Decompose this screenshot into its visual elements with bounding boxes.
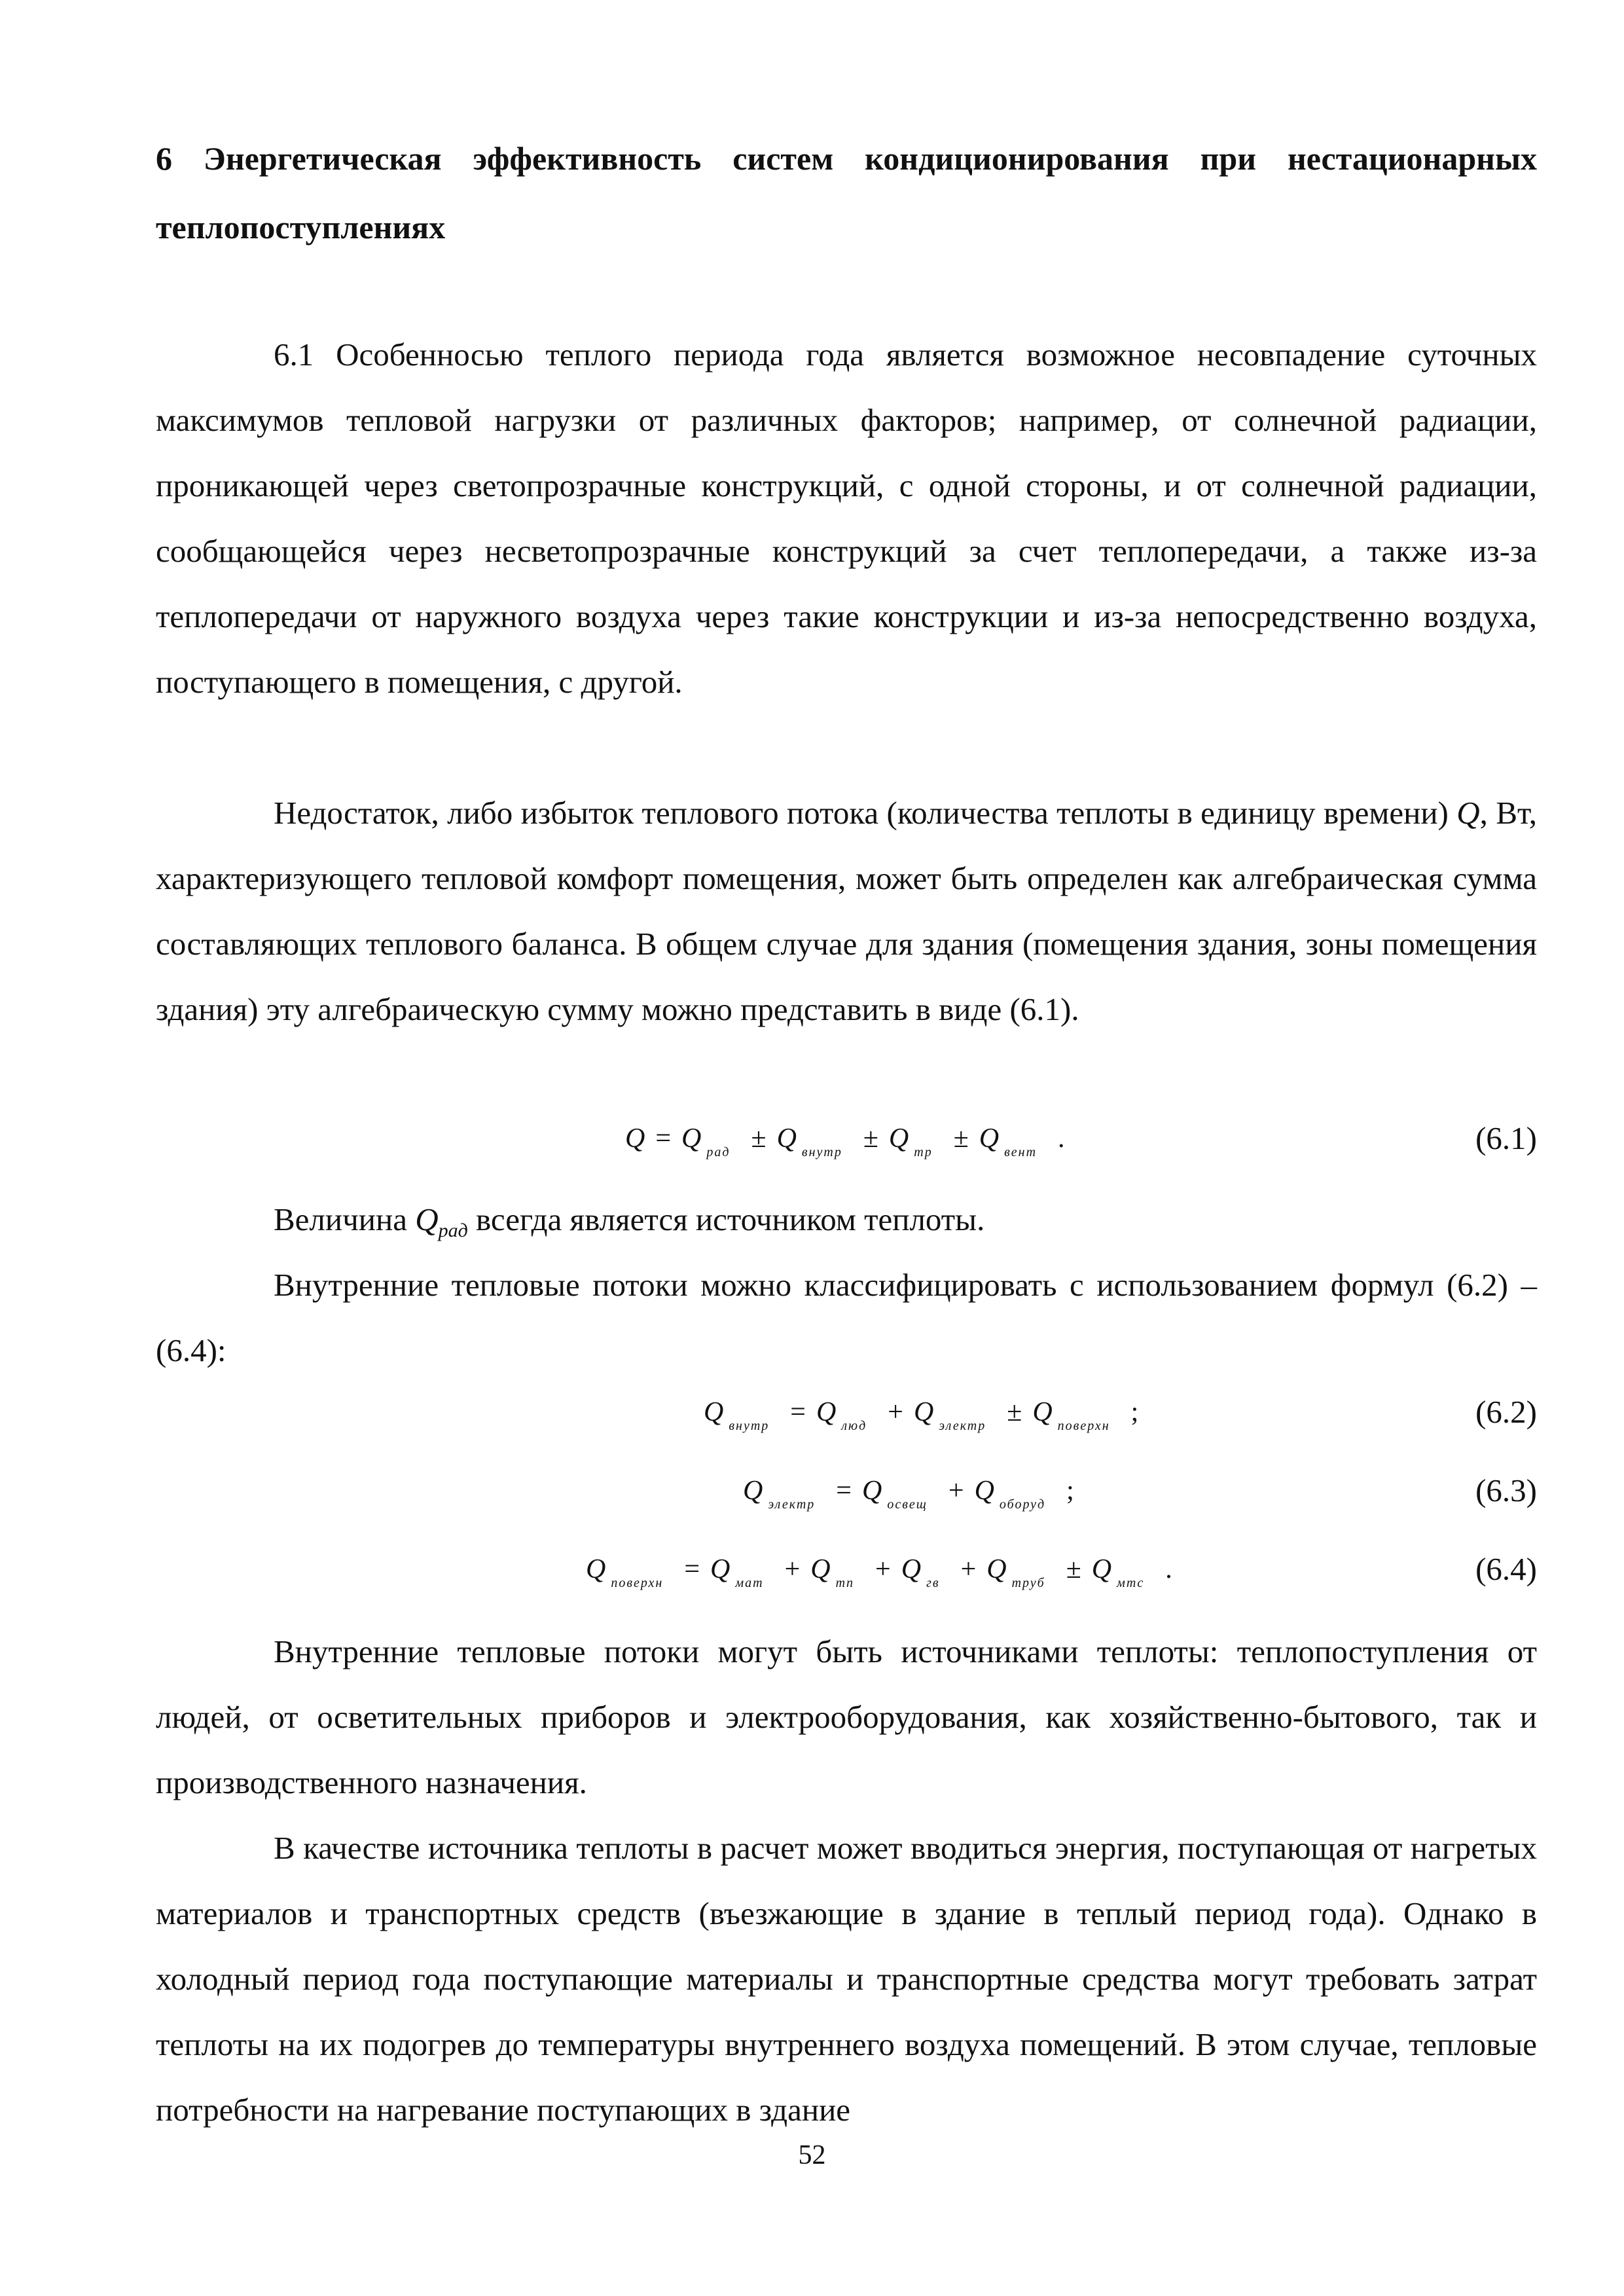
eq-term: Q <box>704 1397 725 1427</box>
eq-subscript: поверхн <box>1057 1419 1110 1433</box>
paragraph-6-1: 6.1 Особенносью теплого периода года является возможное несовпадение суточных максимумов тепловой нагрузки от различных факторов; например, от солнечной радиации, проникающей через светопрозрачные конструкций, с одной стороны, и от солнечной радиации, сообщающейся через несветопрозрачные конструкций за счет теплопередачи, а также из-за теплопередачи от наружного воздуха через такие конструкции и из-за непосредственно воздуха, поступающего в помещения, с другой. <box>156 337 1537 700</box>
eq-operator: ± <box>863 1123 880 1154</box>
q-symbol: Q <box>1456 795 1480 831</box>
eq-subscript: тп <box>835 1576 855 1590</box>
eq-subscript: вент <box>1004 1145 1038 1159</box>
qrad-letter: Q <box>415 1201 439 1237</box>
eq-operator: ± <box>1066 1554 1083 1584</box>
eq-operator: ; <box>1066 1476 1075 1506</box>
paragraph-heat-source: В качестве источника теплоты в расчет может вводиться энергия, поступающая от нагретых материалов и транспортных средств (въезжающие в здание в теплый период года). Однако в холодный период года поступающие материалы и транспортные средства могут требовать затрат теплоты на их подогрев до температуры внутреннего воздуха помещений. В этом случае, тепловые потребности на нагревание поступающих в здание <box>156 1830 1537 2128</box>
eq-term: Q <box>974 1476 996 1506</box>
eq-operator: = <box>836 1476 853 1506</box>
equation-6-1 <box>625 1123 1075 1160</box>
eq-operator: = <box>684 1554 701 1584</box>
eq-operator: + <box>888 1397 905 1427</box>
eq-operator: + <box>875 1554 892 1584</box>
eq-subscript: рад <box>706 1145 731 1159</box>
eq-term: Q <box>901 1554 923 1584</box>
qrad-symbol <box>415 1201 468 1241</box>
paragraph-heat-flow <box>156 780 1537 1042</box>
eq-operator: + <box>960 1554 978 1584</box>
equation-6-4 <box>586 1554 1183 1591</box>
equation-number-6-4: (6.4) <box>1475 1551 1537 1587</box>
paragraph-internal-sources: Внутренние тепловые потоки могут быть источниками теплоты: теплопоступления от людей, от осветительных приборов и электрооборудования, как хозяйственно-бытового, так и производственного назначения. <box>156 1633 1537 1800</box>
eq-subscript: мтс <box>1117 1576 1145 1590</box>
section-heading: 6 Энергетическая эффективность систем кондиционирования при нестационарных теплопоступлениях <box>156 140 1537 246</box>
eq-subscript: люд <box>841 1419 867 1433</box>
eq-subscript: внутр <box>801 1145 842 1159</box>
eq-subscript: освещ <box>887 1497 928 1512</box>
equation-6-2 <box>704 1396 1149 1434</box>
eq-term: Q <box>1032 1397 1054 1427</box>
eq-subscript: мат <box>735 1576 764 1590</box>
eq-subscript: электр <box>768 1497 816 1512</box>
eq-term: Q <box>861 1476 884 1506</box>
page-number: 52 <box>798 2140 826 2170</box>
qrad-subscript: рад <box>438 1220 468 1241</box>
eq-term: Q <box>586 1554 607 1584</box>
eq-operator: ± <box>953 1123 970 1154</box>
eq-term: Q <box>1091 1554 1113 1584</box>
eq-subscript: оборуд <box>999 1497 1046 1512</box>
eq-operator: = <box>790 1397 807 1427</box>
para2-text-before: Недостаток, либо избыток теплового потока (количества теплоты в единицу времени) <box>274 795 1457 831</box>
eq-subscript: тр <box>914 1145 933 1159</box>
eq-term: Q <box>913 1397 935 1427</box>
eq-operator: ± <box>1007 1397 1024 1427</box>
equation-number-6-3: (6.3) <box>1475 1472 1537 1508</box>
para3-text-before: Величина <box>274 1201 416 1237</box>
eq-operator: + <box>784 1554 802 1584</box>
paragraph-internal-flows: Внутренние тепловые потоки можно классифицировать с использованием формул (6.2) – (6.4): <box>156 1267 1537 1368</box>
eq-term: Q <box>743 1476 765 1506</box>
eq-term: Q <box>710 1554 732 1584</box>
eq-term: Q <box>979 1123 1001 1154</box>
eq-term: Q <box>986 1554 1008 1584</box>
equation-6-3 <box>743 1475 1085 1512</box>
para3-text-after: всегда является источником теплоты. <box>467 1201 985 1237</box>
para2-text-after: , Вт, характеризующего тепловой комфорт помещения, может быть определен как алгебраическая сумма составляющих теплового баланса. В общем случае для здания (помещения здания, зоны помещения здания) эту алгебраическую сумму можно представить в виде (6.1). <box>156 795 1537 1027</box>
eq-operator: . <box>1058 1123 1066 1154</box>
eq-operator: = <box>655 1123 673 1154</box>
eq-operator: . <box>1165 1554 1174 1584</box>
eq-subscript: поверхн <box>611 1576 664 1590</box>
eq-operator: ± <box>751 1123 768 1154</box>
eq-subscript: внутр <box>729 1419 770 1433</box>
eq-operator: + <box>948 1476 965 1506</box>
eq-subscript: электр <box>939 1419 986 1433</box>
eq-term: Q <box>776 1123 798 1154</box>
eq-term: Q <box>816 1397 838 1427</box>
eq-subscript: труб <box>1011 1576 1045 1590</box>
equation-number-6-1: (6.1) <box>1475 1120 1537 1156</box>
eq-subscript: гв <box>926 1576 940 1590</box>
equation-number-6-2: (6.2) <box>1475 1394 1537 1430</box>
eq-term: Q <box>681 1123 703 1154</box>
eq-operator: ; <box>1130 1397 1140 1427</box>
eq-term: Q <box>625 1123 647 1154</box>
eq-term: Q <box>810 1554 832 1584</box>
eq-term: Q <box>888 1123 911 1154</box>
